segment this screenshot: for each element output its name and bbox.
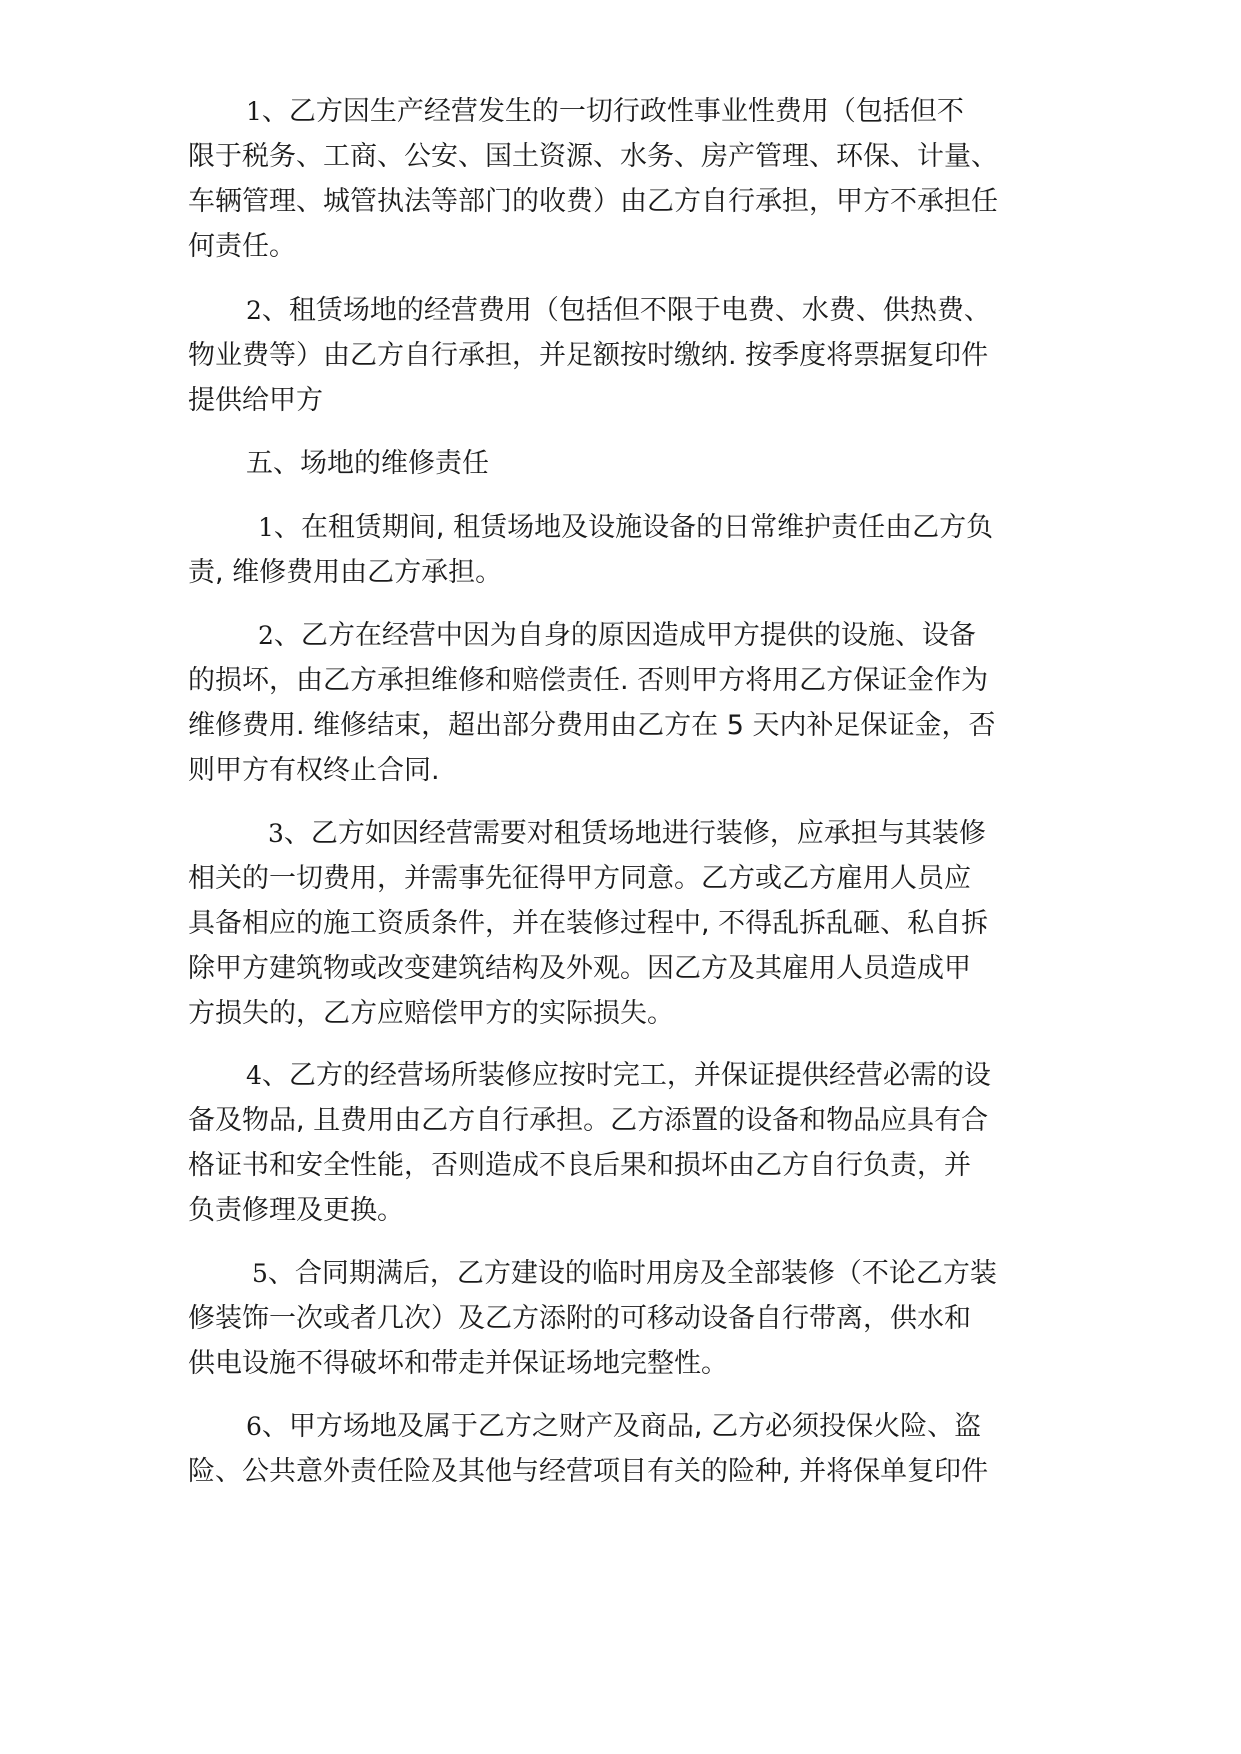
- paragraph-line: [188, 1251, 1068, 1296]
- paragraph-line: 修装饰一次或者几次）及乙方添附的可移动设备自行带离，供水和: [188, 1303, 971, 1334]
- paragraph-line: [188, 89, 1068, 134]
- clause-number: 2: [246, 296, 262, 325]
- paragraph-line: [188, 1404, 1068, 1449]
- clause-number: 2: [258, 621, 274, 650]
- clause-number: 5: [252, 1259, 268, 1288]
- section-heading: [188, 441, 1068, 486]
- paragraph-line: [188, 811, 1068, 856]
- line-text: 、乙方如因经营需要对租赁场地进行装修，应承担与其装修: [283, 818, 986, 849]
- paragraph-line: [188, 505, 1068, 550]
- clause-number: 3: [268, 819, 284, 848]
- paragraph-1: [188, 89, 1068, 269]
- paragraph-line: 负责修理及更换。: [188, 1195, 404, 1226]
- paragraph-line: 具备相应的施工资质条件，并在装修过程中, 不得乱拆乱砸、私自拆: [188, 908, 989, 939]
- paragraph-line: 物业费等）由乙方自行承担，并足额按时缴纳. 按季度将票据复印件: [188, 340, 989, 371]
- heading-line: 五、场地的维修责任: [246, 448, 489, 479]
- clause-number: 1: [246, 97, 262, 126]
- paragraph-maint-6: [188, 1404, 1068, 1494]
- line-text: 、合同期满后，乙方建设的临时用房及全部装修（不论乙方装: [267, 1258, 997, 1289]
- clause-number: 4: [246, 1061, 262, 1090]
- line-text: 、租赁场地的经营费用（包括但不限于电费、水费、供热费、: [261, 295, 991, 326]
- line-text: 、在租赁期间, 租赁场地及设施设备的日常维护责任由乙方负: [273, 512, 994, 543]
- paragraph-2: [188, 288, 1068, 423]
- paragraph-line: [188, 613, 1068, 658]
- line-text: 、甲方场地及属于乙方之财产及商品, 乙方必须投保火险、盗: [261, 1411, 982, 1442]
- paragraph-line: 险、公共意外责任险及其他与经营项目有关的险种, 并将保单复印件: [188, 1456, 989, 1487]
- paragraph-line: 的损坏，由乙方承担维修和赔偿责任. 否则甲方将用乙方保证金作为: [188, 665, 989, 696]
- paragraph-line: 除甲方建筑物或改变建筑结构及外观。因乙方及其雇用人员造成甲: [188, 953, 971, 984]
- paragraph-line: 限于税务、工商、公安、国土资源、水务、房产管理、环保、计量、: [188, 141, 998, 172]
- line-text: 、乙方因生产经营发生的一切行政性事业性费用（包括但不: [261, 96, 964, 127]
- line-text: 、乙方在经营中因为自身的原因造成甲方提供的设施、设备: [273, 620, 976, 651]
- paragraph-maint-5: [188, 1251, 1068, 1386]
- paragraph-maint-2: [188, 613, 1068, 793]
- paragraph-line: 责, 维修费用由乙方承担。: [188, 557, 503, 588]
- paragraph-line: 提供给甲方: [188, 385, 323, 416]
- paragraph-line: 相关的一切费用，并需事先征得甲方同意。乙方或乙方雇用人员应: [188, 863, 971, 894]
- paragraph-line: 供电设施不得破坏和带走并保证场地完整性。: [188, 1348, 728, 1379]
- paragraph-line: 维修费用. 维修结束，超出部分费用由乙方在 5 天内补足保证金，否: [188, 710, 996, 741]
- paragraph-line: [188, 288, 1068, 333]
- clause-number: 1: [258, 513, 274, 542]
- paragraph-line: 车辆管理、城管执法等部门的收费）由乙方自行承担，甲方不承担任: [188, 186, 998, 217]
- paragraph-line: 格证书和安全性能，否则造成不良后果和损坏由乙方自行负责，并: [188, 1150, 971, 1181]
- paragraph-line: 则甲方有权终止合同.: [188, 755, 440, 786]
- paragraph-maint-4: [188, 1053, 1068, 1233]
- paragraph-line: 何责任。: [188, 231, 296, 262]
- paragraph-maint-1: [188, 505, 1068, 595]
- clause-number: 6: [246, 1412, 262, 1441]
- paragraph-line: [188, 1053, 1068, 1098]
- paragraph-line: 备及物品, 且费用由乙方自行承担。乙方添置的设备和物品应具有合: [188, 1105, 989, 1136]
- paragraph-maint-3: [188, 811, 1068, 1036]
- line-text: 、乙方的经营场所装修应按时完工，并保证提供经营必需的设: [261, 1060, 991, 1091]
- paragraph-line: 方损失的，乙方应赔偿甲方的实际损失。: [188, 998, 674, 1029]
